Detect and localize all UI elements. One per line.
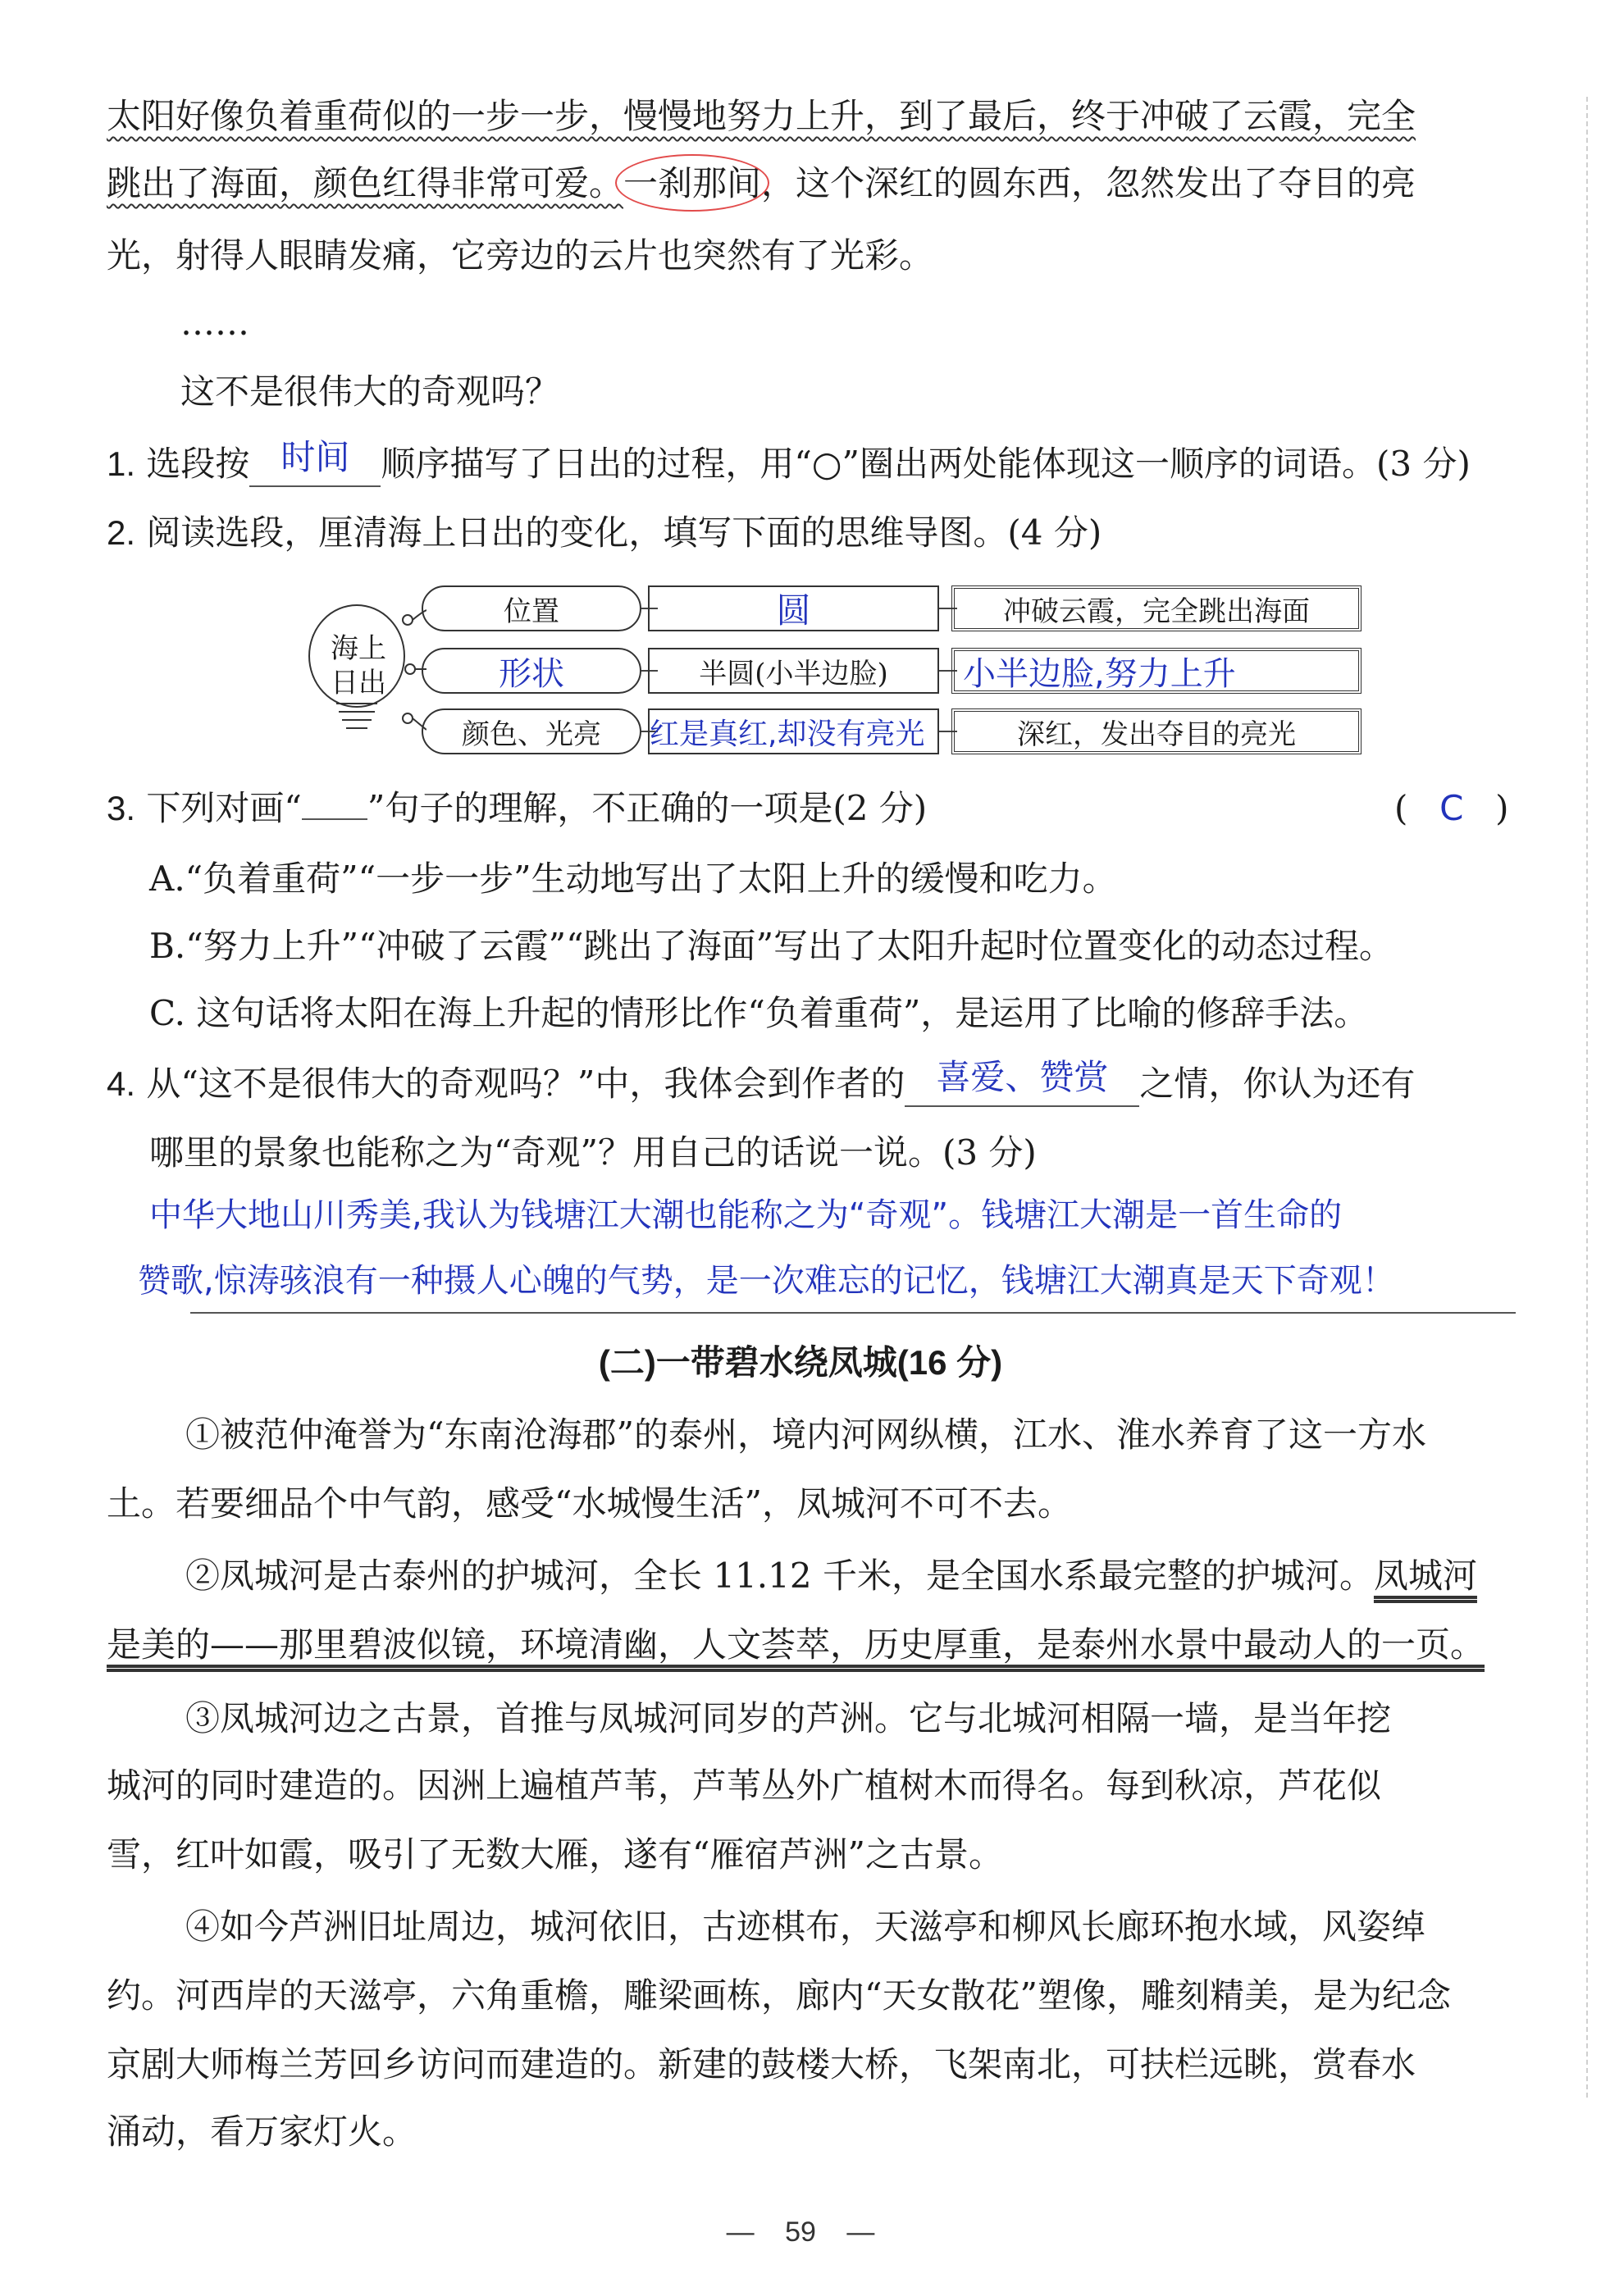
passage-closing: 这不是很伟大的奇观吗？ [180,371,560,412]
q3-option-c: C. 这句话将太阳在海上升起的情形比作“负着重荷”，是运用了比喻的修辞手法。 [149,993,1369,1033]
q4-line-2: 哪里的景象也能称之为“奇观”？用自己的话说一说。(3 分) [149,1132,1037,1173]
mindmap-row1-label: 位置 [422,585,641,631]
passage-line-1: 太阳好像负着重荷似的一步一步，慢慢地努力上升，到了最后，终于冲破了云霞，完全 [107,96,1416,136]
mindmap-row2-label: 形状 [422,648,641,694]
page-footer: — 59 — [0,2209,1601,2255]
section2-p3-line2: 城河的同时建造的。因洲上遍植芦苇，芦苇丛外广植树木而得名。每到秋凉，芦花似 [107,1765,1382,1806]
q4-answer-underline [190,1312,1516,1314]
mindmap-row3-right: 深红，发出夺目的亮光 [951,708,1362,754]
q3-answer: C [1439,788,1464,828]
section2-p1-line1: ①被范仲淹誉为“东南沧海郡”的泰州，境内河网纵横，江水、淮水养育了这一方水 [185,1414,1426,1455]
section2-p1-line2: 土。若要细品个中气韵，感受“水城慢生活”，凤城河不可不去。 [107,1483,1072,1524]
q3-answer-bracket: ( C ) [1394,786,1509,831]
mindmap-center-label: 海上日出 [331,632,386,699]
section2-p4-line3: 京剧大师梅兰芳回乡访问而建造的。新建的鼓楼大桥，飞架南北，可扶栏远眺，赏春水 [107,2044,1416,2084]
q3-underline-sample [302,794,367,820]
passage-line-3: 光，射得人眼睛发痛，它旁边的云片也突然有了光彩。 [107,235,934,276]
mindmap-row3-mid: 红是真红,却没有亮光 [648,708,939,754]
section2-p2-line2: 是美的——那里碧波似镜，环境清幽，人文荟萃，历史厚重，是泰州水景中最动人的一页。 [107,1624,1485,1665]
q4-answer-line-2: 赞歌,惊涛骇浪有一种摄人心魄的气势，是一次难忘的记忆，钱塘江大潮真是天下奇观！ [138,1262,1395,1300]
question-3: 3. 下列对画“ ”句子的理解，不正确的一项是(2 分) [107,788,928,828]
q4-blank [905,1057,1139,1107]
section-2-title: (二)一带碧水绕凤城(16 分) [598,1343,1003,1382]
question-1: 1. 选段按 时间 顺序描写了日出的过程，用“○”圈出两处能体现这一顺序的词语。(3 分) [107,441,1471,487]
q1-blank [249,437,381,487]
mindmap-row2-right: 小半边脸,努力上升 [951,648,1362,694]
mindmap-row3-label: 颜色、光亮 [422,708,641,754]
mindmap-row1-right: 冲破云霞，完全跳出海面 [951,585,1362,631]
mindmap-row1-mid: 圆 [648,585,939,631]
binding-margin-line [1586,97,1588,2098]
circled-word: 一刹那间 [623,161,761,207]
question-4: 4. 从“这不是很伟大的奇观吗？”中，我体会到作者的 喜爱、赞赏 之情，你认为还有 [107,1061,1415,1107]
section2-p4-line2: 约。河西岸的天滋亭，六角重檐，雕梁画栋，廊内“天女散花”塑像，雕刻精美，是为纪念 [107,1975,1451,2016]
section2-p3-line1: ③凤城河边之古景，首推与凤城河同岁的芦洲。它与北城河相隔一墙，是当年挖 [185,1698,1392,1738]
section2-p4-line4: 涌动，看万家灯火。 [107,2112,417,2152]
q4-answer-line-1: 中华大地山川秀美,我认为钱塘江大潮也能称之为“奇观”。钱塘江大潮是一首生命的 [149,1196,1343,1234]
q3-option-a: A.“负着重荷”“一步一步”生动地写出了太阳上升的缓慢和吃力。 [149,859,1117,899]
section2-p3-line3: 雪，红叶如霞，吸引了无数大雁，遂有“雁宿芦洲”之古景。 [107,1834,1003,1875]
q4-answer: 喜爱、赞赏 [936,1057,1109,1097]
q3-option-b: B.“努力上升”“冲破了云霞”“跳出了海面”写出了太阳升起时位置变化的动态过程。 [149,926,1394,966]
q1-answer: 时间 [281,437,350,477]
mindmap-row2-mid: 半圆(小半边脸) [648,648,939,694]
section2-p4-line1: ④如今芦洲旧址周边，城河依旧，古迹棋布，天滋亭和柳风长廊环抱水域，风姿绰 [185,1906,1426,1947]
question-2: 2. 阅读选段，厘清海上日出的变化，填写下面的思维导图。(4 分) [107,512,1102,553]
passage-line-2: 跳出了海面，颜色红得非常可爱。一刹那间，这个深红的圆东西，忽然发出了夺目的亮 [107,161,1416,207]
section2-p2-line1: ②凤城河是古泰州的护城河，全长 11.12 千米，是全国水系最完整的护城河。凤城河 [185,1556,1477,1596]
passage-ellipsis: …… [180,303,249,343]
page-number: 59 [785,2216,816,2248]
